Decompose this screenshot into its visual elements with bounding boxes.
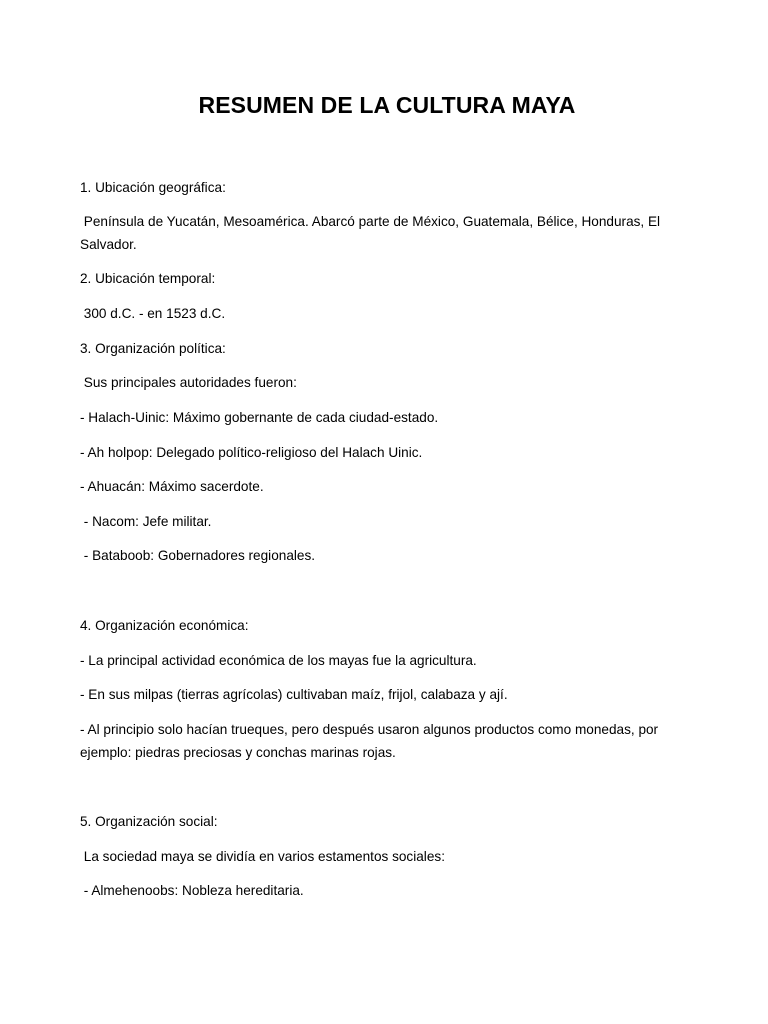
section-heading-organizacion-politica: 3. Organización política: <box>80 341 226 356</box>
list-item: - Nacom: Jefe militar. <box>80 514 212 529</box>
list-item: - Ah holpop: Delegado político-religioso del Halach Uinic. <box>80 445 423 460</box>
section-heading-ubicacion-geografica: 1. Ubicación geográfica: <box>80 180 226 195</box>
list-item: - Almehenoobs: Nobleza hereditaria. <box>80 883 304 898</box>
section-heading-organizacion-social: 5. Organización social: <box>80 814 218 829</box>
list-item: - La principal actividad económica de los mayas fue la agricultura. <box>80 653 477 668</box>
section-text: 300 d.C. - en 1523 d.C. <box>80 306 226 321</box>
document-title: RESUMEN DE LA CULTURA MAYA <box>198 92 576 118</box>
section-text: Península de Yucatán, Mesoamérica. Abarcó parte de México, Guatemala, Bélice, Honduras, El Salvador. <box>80 214 664 252</box>
section-heading-ubicacion-temporal: 2. Ubicación temporal: <box>80 271 216 286</box>
list-item: - Al principio solo hacían trueques, pero después usaron algunos productos como monedas, por ejemplo: piedras preciosas y conchas marinas rojas. <box>80 722 662 760</box>
list-item: - Ahuacán: Máximo sacerdote. <box>80 479 264 494</box>
section-text: Sus principales autoridades fueron: <box>80 375 297 390</box>
list-item: - Bataboob: Gobernadores regionales. <box>80 548 316 563</box>
section-text: La sociedad maya se dividía en varios estamentos sociales: <box>80 849 445 864</box>
section-heading-organizacion-economica: 4. Organización económica: <box>80 618 249 633</box>
list-item: - En sus milpas (tierras agrícolas) cultivaban maíz, frijol, calabaza y ají. <box>80 687 508 702</box>
list-item: - Halach-Uinic: Máximo gobernante de cada ciudad-estado. <box>80 410 439 425</box>
